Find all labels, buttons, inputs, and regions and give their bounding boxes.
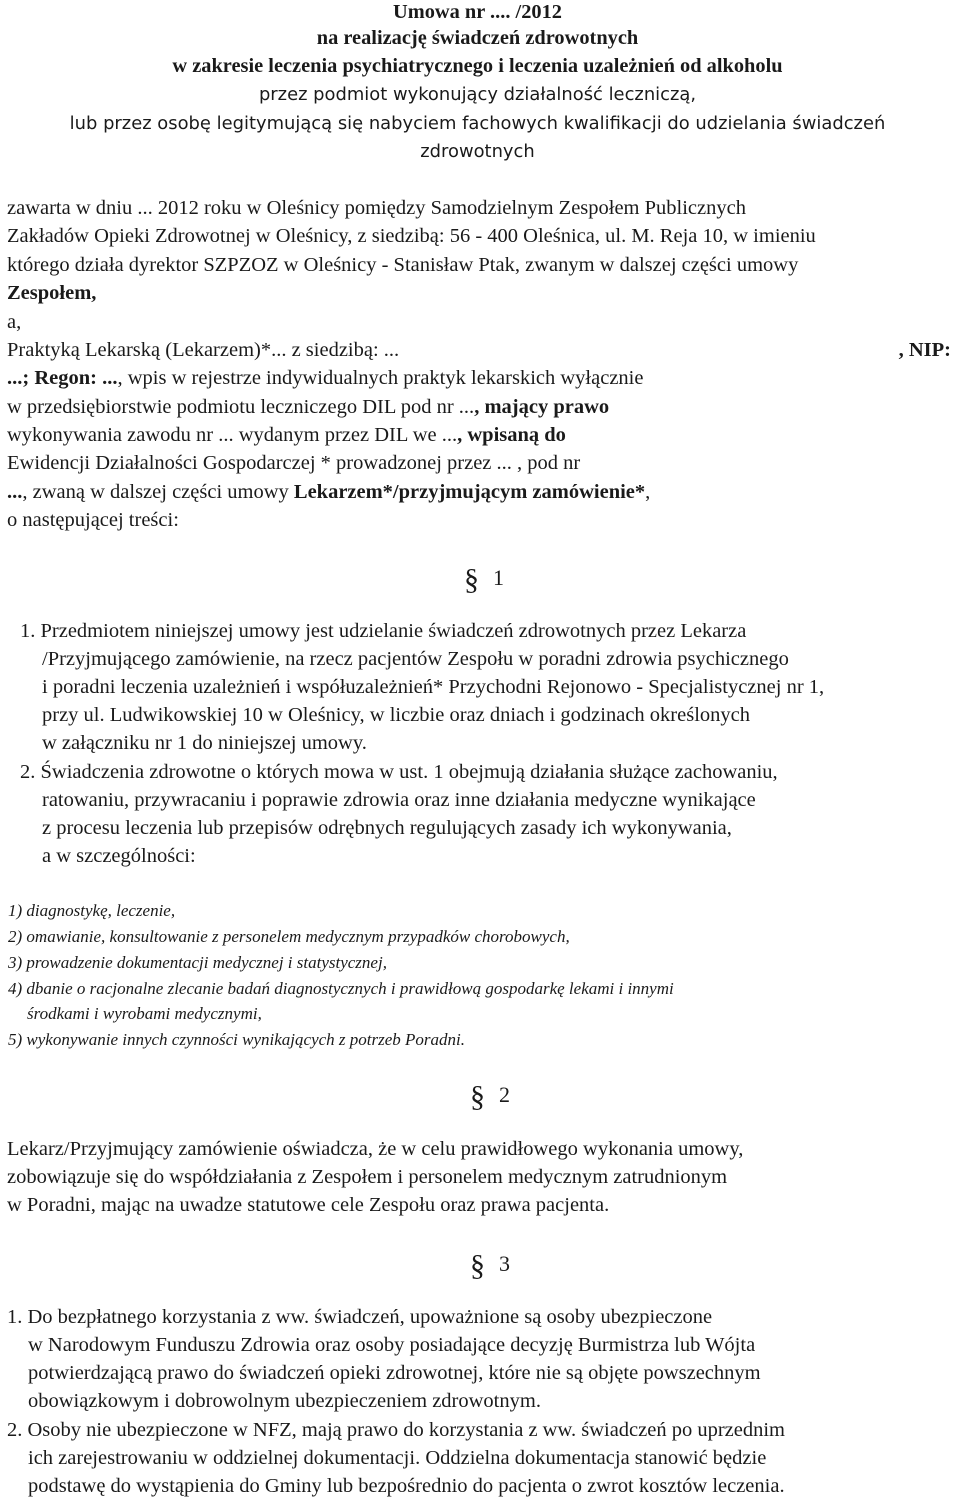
list-item: 5) wykonywanie innych czynności wynikających z potrzeb Poradni. (8, 1030, 465, 1049)
wpis-text: , wpis w rejestrze indywidualnych praktyk lekarskich wyłącznie (117, 367, 644, 389)
s1-para2-line3: z procesu leczenia lub przepisów odrębnych regulujących zasady ich wykonywania, (42, 817, 732, 839)
s1-para2-line4: a w szczególności: (42, 845, 196, 867)
section-symbol: § (470, 1249, 485, 1282)
title-line-6: zdrowotnych (420, 141, 535, 162)
lekarz-term: Lekarzem*/przyjmującym zamówienie* (293, 481, 646, 503)
list-item: środkami i wyrobami medycznymi, (27, 1004, 262, 1023)
section-number: 3 (499, 1251, 510, 1276)
title-line-2: na realizację świadczeń zdrowotnych (316, 27, 639, 49)
section-1-heading (464, 562, 504, 596)
intro-line-12: o następującej treści: (7, 509, 179, 531)
s3-para2-line3: podstawę do wystąpienia do Gminy lub bezpośrednio do pacjenta o zwrot kosztów leczenia. (28, 1475, 785, 1497)
nr-placeholder: ... (7, 481, 23, 503)
wydany-text: wydanym przez DIL we ... (233, 424, 458, 446)
wpisana-text: , wpisaną do (457, 424, 566, 446)
intro-line-2: Zakładów Opieki Zdrowotnej w Oleśnicy, z siedzibą: 56 - 400 Oleśnica, ul. M. Reja 10, w imieniu (7, 225, 816, 247)
section-symbol: § (464, 563, 479, 596)
intro-line-7 (7, 364, 643, 392)
dil-text: w przedsiębiorstwie podmiotu leczniczego DIL pod nr ... (7, 396, 475, 418)
s3-para1-line1: 1. Do bezpłatnego korzystania z ww. świadczeń, upoważnione są osoby ubezpieczone (7, 1306, 713, 1328)
s2-line1: Lekarz/Przyjmujący zamówienie oświadcza, że w celu prawidłowego wykonania umowy, (7, 1138, 744, 1160)
s1-para2-line1: 2. Świadczenia zdrowotne o których mowa w ust. 1 obejmują działania służące zachowaniu, (20, 761, 778, 783)
title-line-4: przez podmiot wykonujący działalność leczniczą, (258, 84, 697, 105)
intro-line-6 (7, 336, 951, 364)
section-number: 2 (499, 1082, 510, 1107)
s2-line2: zobowiązuje się do współdziałania z Zespołem i personelem medycznym zatrudnionym (7, 1166, 728, 1188)
s1-para1-line2: /Przyjmującego zamówienie, na rzecz pacjentów Zespołu w poradni zdrowia psychicznego (42, 648, 789, 670)
s3-para1-line2: w Narodowym Funduszu Zdrowia oraz osoby posiadające decyzję Burmistrza lub Wójta (28, 1334, 756, 1356)
s1-para1-line1: 1. Przedmiotem niniejszej umowy jest udzielanie świadczeń zdrowotnych przez Lekarza (20, 620, 747, 642)
s1-para2-line2: ratowaniu, przywracaniu i poprawie zdrowia oraz inne działania medyczne wynikające (42, 789, 756, 811)
list-item: 2) omawianie, konsultowanie z personelem medycznym przypadków chorobowych, (8, 927, 570, 946)
intro-line-11 (7, 478, 650, 506)
section-symbol: § (470, 1080, 485, 1113)
praktyka-text: Praktyką Lekarską (Lekarzem)*... z siedzibą: ... (7, 339, 400, 361)
intro-line-8 (7, 393, 609, 421)
intro-line-4: Zespołem, (7, 282, 97, 304)
prawo-text: , mający prawo (474, 396, 610, 418)
intro-line-3: którego działa dyrektor SZPZOZ w Oleśnicy - Stanisław Ptak, zwanym w dalszej części umowy (7, 254, 799, 276)
s3-para2-line2: ich zarejestrowaniu w oddzielnej dokumentacji. Oddzielna dokumentacja stanowić będzie (28, 1447, 767, 1469)
list-item: 3) prowadzenie dokumentacji medycznej i statystycznej, (8, 953, 387, 972)
title-line-1 (0, 0, 955, 26)
s3-para1-line3: potwierdzającą prawo do świadczeń opieki zdrowotnej, które nie są objęte powszechnym (28, 1362, 761, 1384)
s3-para2-line1: 2. Osoby nie ubezpieczone w NFZ, mają prawo do korzystania z ww. świadczeń po uprzednim (7, 1419, 785, 1441)
intro-line-5: a, (7, 311, 22, 333)
zawod-text: wykonywania zawodu nr ... (7, 424, 234, 446)
comma: , (645, 481, 651, 503)
s1-para1-line4: przy ul. Ludwikowskiej 10 w Oleśnicy, w liczbie oraz dniach i godzinach określonych (42, 704, 751, 726)
nip-label: , NIP: (898, 339, 951, 361)
s2-line3: w Poradni, mając na uwadze statutowe cele Zespołu oraz prawa pacjenta. (7, 1194, 610, 1216)
intro-line-10: Ewidencji Działalności Gospodarczej * prowadzonej przez ... , pod nr (7, 452, 581, 474)
title-year: /2012 (515, 1, 563, 23)
section-2-heading (470, 1079, 510, 1113)
title-line-5: lub przez osobę legitymującą się nabyciem fachowych kwalifikacji do udzielania świadczeń (69, 113, 886, 134)
intro-line-9 (7, 421, 566, 449)
list-item: 1) diagnostykę, leczenie, (8, 901, 176, 920)
list-item: 4) dbanie o racjonalne zlecanie badań diagnostycznych i prawidłową gospodarkę lekami i innymi (8, 979, 674, 998)
s1-para1-line5: w załączniku nr 1 do niniejszej umowy. (42, 732, 367, 754)
section-3-heading (470, 1248, 510, 1282)
intro-line-1: zawarta w dniu ... 2012 roku w Oleśnicy pomiędzy Samodzielnym Zespołem Publicznych (7, 197, 746, 219)
section-number: 1 (493, 565, 504, 590)
title-line-3: w zakresie leczenia psychiatrycznego i leczenia uzależnień od alkoholu (172, 55, 783, 77)
s1-para1-line3: i poradni leczenia uzależnień i współuzależnień* Przychodni Rejonowo - Specjalistycznej nr 1, (42, 676, 825, 698)
s3-para1-line4: obowiązkowym i dobrowolnym ubezpieczeniem zdrowotnym. (28, 1390, 541, 1412)
title-prefix: Umowa nr .... (392, 1, 516, 23)
regon-label: ...; Regon: ... (7, 367, 118, 389)
zwana-text: , zwaną w dalszej części umowy (22, 481, 294, 503)
